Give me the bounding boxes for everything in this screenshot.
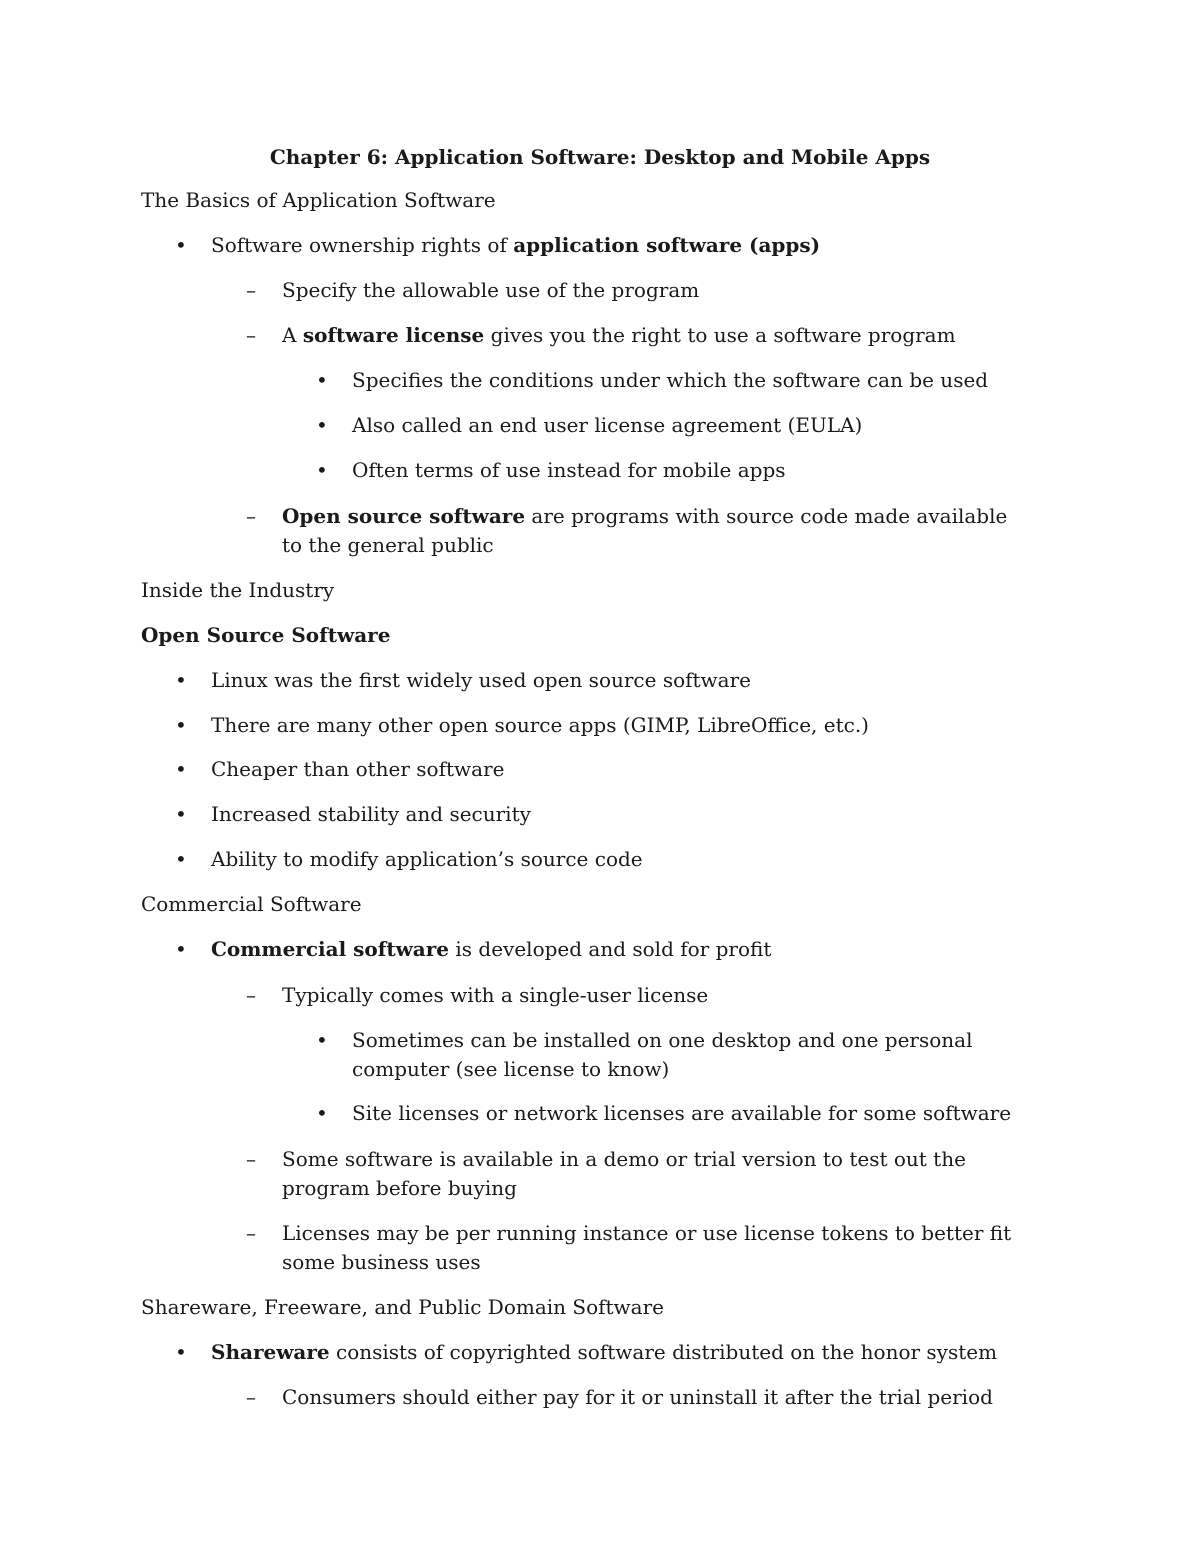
bullet-marker: •: [316, 368, 328, 392]
section-heading-industry: Inside the Industry: [141, 578, 335, 602]
list-item: Sometimes can be installed on one desktop and one personal computer (see license to know): [352, 1028, 973, 1081]
list-item: Licenses may be per running instance or use license tokens to better fit some business uses: [282, 1221, 1012, 1274]
bullet-marker: •: [175, 847, 187, 871]
dash-marker: –: [246, 1221, 256, 1245]
dash-marker: –: [246, 504, 256, 528]
list-item: Specifies the conditions under which the software can be used: [352, 368, 989, 392]
section-subheading-open-source: Open Source Software: [141, 623, 391, 647]
list-item: Shareware consists of copyrighted software distributed on the honor system: [211, 1340, 998, 1364]
bullet-marker: •: [175, 668, 187, 692]
list-item: Increased stability and security: [211, 802, 531, 826]
list-item: Commercial software is developed and sold for profit: [211, 937, 772, 961]
bullet-marker: •: [316, 1101, 328, 1125]
section-heading-shareware: Shareware, Freeware, and Public Domain Software: [141, 1295, 664, 1319]
list-item: There are many other open source apps (GIMP, LibreOffice, etc.): [211, 713, 869, 737]
bullet-marker: •: [316, 1028, 328, 1052]
list-item: Site licenses or network licenses are available for some software: [352, 1101, 1012, 1125]
bullet-marker: •: [316, 413, 328, 437]
list-item: Ability to modify application’s source code: [211, 847, 643, 871]
dash-marker: –: [246, 1385, 256, 1409]
dash-marker: –: [246, 1147, 256, 1171]
list-item: Linux was the first widely used open source software: [211, 668, 751, 692]
bullet-marker: •: [175, 1340, 187, 1364]
list-item: Open source software are programs with source code made available to the general public: [282, 504, 1008, 557]
list-item: Also called an end user license agreement (EULA): [352, 413, 863, 437]
list-item: Specify the allowable use of the program: [282, 278, 700, 302]
dash-marker: –: [246, 278, 256, 302]
list-item: Typically comes with a single-user license: [282, 983, 709, 1007]
bullet-marker: •: [175, 713, 187, 737]
section-heading-basics: The Basics of Application Software: [141, 188, 496, 212]
list-item: Cheaper than other software: [211, 757, 505, 781]
bullet-marker: •: [316, 458, 328, 482]
list-item: Some software is available in a demo or trial version to test out the program before buying: [282, 1147, 966, 1200]
list-item: Consumers should either pay for it or uninstall it after the trial period: [282, 1385, 993, 1409]
page-title: Chapter 6: Application Software: Desktop and Mobile Apps: [269, 145, 931, 169]
list-item: Software ownership rights of application software (apps): [211, 233, 821, 257]
list-item: A software license gives you the right to use a software program: [282, 323, 956, 347]
dash-marker: –: [246, 983, 256, 1007]
bullet-marker: •: [175, 757, 187, 781]
bullet-marker: •: [175, 233, 187, 257]
section-heading-commercial: Commercial Software: [141, 892, 362, 916]
dash-marker: –: [246, 323, 256, 347]
list-item: Often terms of use instead for mobile apps: [352, 458, 786, 482]
bullet-marker: •: [175, 937, 187, 961]
bullet-marker: •: [175, 802, 187, 826]
